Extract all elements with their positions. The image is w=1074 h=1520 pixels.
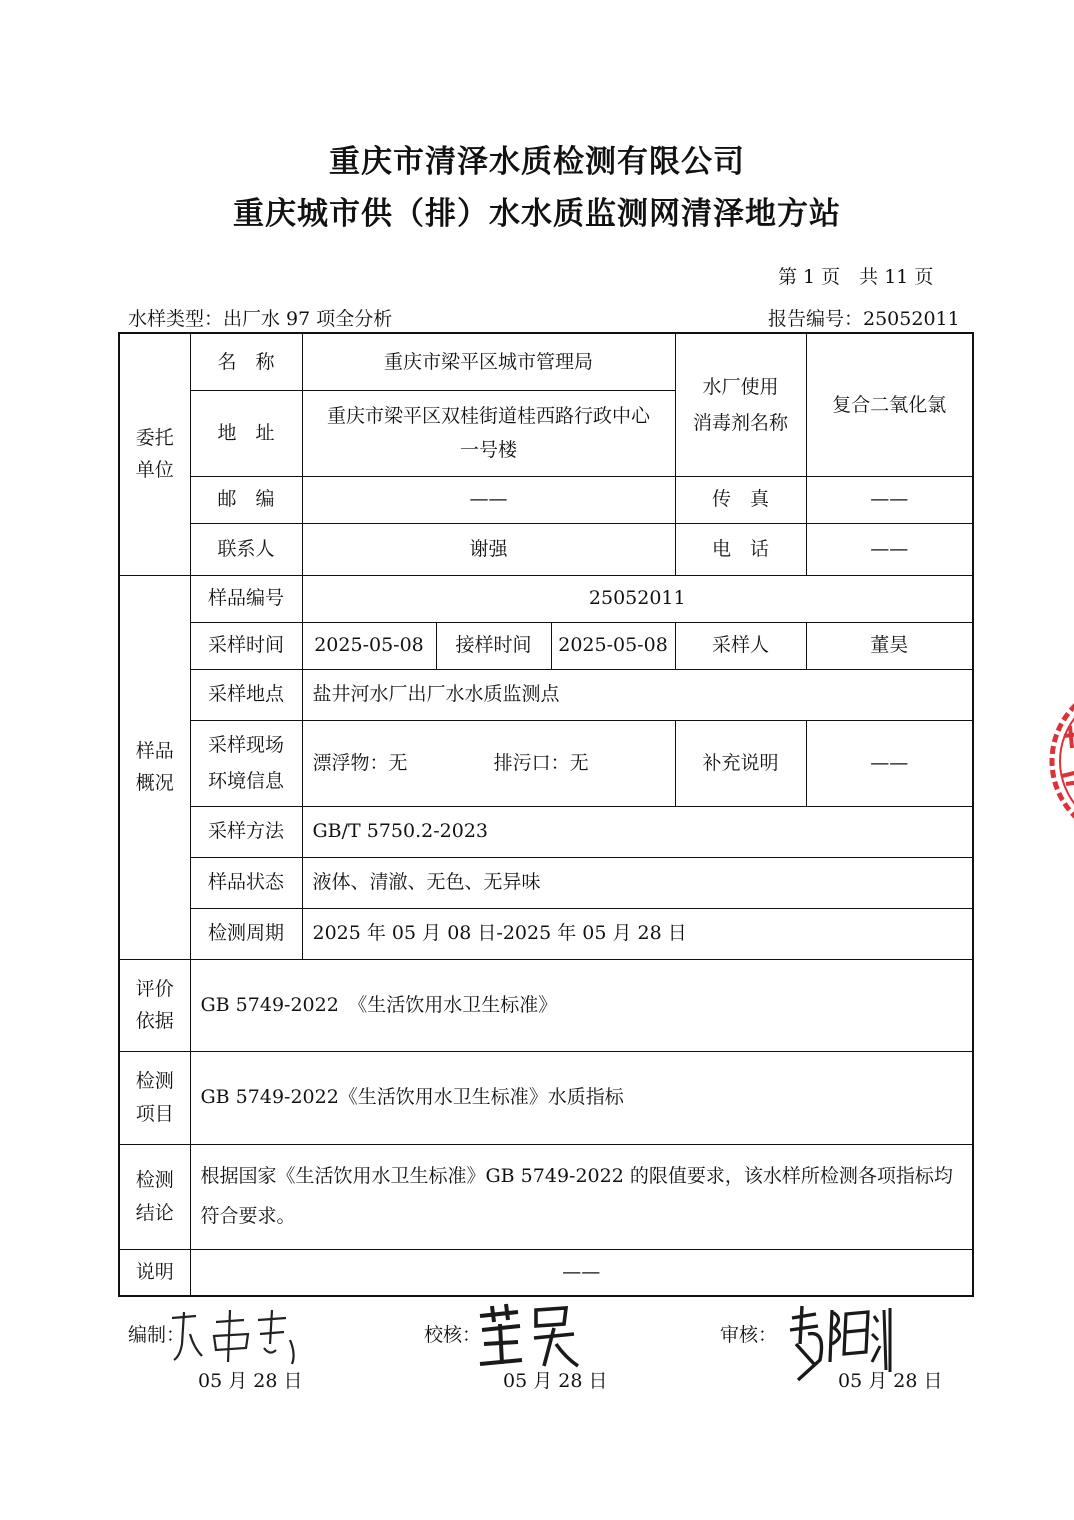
- prepared-label: 编制：: [128, 1324, 186, 1346]
- basis-label: 评价 依据: [119, 959, 190, 1051]
- client-group-label: 委托 单位: [119, 333, 190, 575]
- method-label: 采样方法: [190, 806, 302, 857]
- contact-label: 联系人: [190, 523, 302, 575]
- method-value: GB/T 5750.2-2023: [302, 806, 973, 857]
- conclusion-value: 根据国家《生活饮用水卫生标准》GB 5749-2022 的限值要求，该水样所检测各项指标均符合要求。: [190, 1144, 973, 1249]
- outfall-value: 排污口：无: [493, 751, 589, 774]
- receive-time-label: 接样时间: [436, 622, 551, 669]
- company-title: 重庆市清泽水质检测有限公司: [329, 144, 745, 180]
- checked-signature: [474, 1302, 584, 1372]
- disinfectant-label: 水厂使用 消毒剂名称: [675, 333, 806, 476]
- basis-value: GB 5749-2022 《生活饮用水卫生标准》: [190, 959, 973, 1051]
- approved-label: 审核：: [720, 1324, 778, 1346]
- receive-time: 2025-05-08: [551, 622, 675, 669]
- company-seal-stamp: [1040, 676, 1074, 846]
- sampling-time-label: 采样时间: [190, 622, 302, 669]
- location-label: 采样地点: [190, 669, 302, 720]
- prepared-date: 05 月 28 日: [198, 1370, 303, 1392]
- page-info: 第 1 页 共 11 页: [778, 266, 934, 288]
- phone-value: ——: [806, 523, 973, 575]
- fax-label: 传 真: [675, 476, 806, 523]
- state-value: 液体、清澈、无色、无异味: [302, 857, 973, 908]
- client-address: 重庆市梁平区双桂街道桂西路行政中心 一号楼: [302, 390, 675, 476]
- sample-group-label: 样品 概况: [119, 575, 190, 959]
- env-value: [302, 720, 675, 806]
- floating-value: 漂浮物：无: [312, 751, 408, 774]
- station-title: 重庆城市供（排）水水质监测网清泽地方站: [233, 196, 841, 232]
- postcode-label: 邮 编: [190, 476, 302, 523]
- client-name: 重庆市梁平区城市管理局: [302, 333, 675, 390]
- state-label: 样品状态: [190, 857, 302, 908]
- note-label: 说明: [119, 1249, 190, 1296]
- prepared-signature: [166, 1304, 306, 1366]
- sample-type: 水样类型：出厂水 97 项全分析: [128, 308, 393, 330]
- postcode-value: ——: [302, 476, 675, 523]
- checked-label: 校核：: [424, 1324, 482, 1346]
- name-label: 名 称: [190, 333, 302, 390]
- disinfectant-value: 复合二氧化氯: [806, 333, 973, 476]
- report-table: [118, 332, 974, 1297]
- supplement-value: ——: [806, 720, 973, 806]
- sampler-value: 董昊: [806, 622, 973, 669]
- items-value: GB 5749-2022《生活饮用水卫生标准》水质指标: [190, 1051, 973, 1144]
- sample-id: 25052011: [302, 575, 973, 622]
- items-label: 检测 项目: [119, 1051, 190, 1144]
- sampler-label: 采样人: [675, 622, 806, 669]
- note-value: ——: [190, 1249, 973, 1296]
- sample-id-label: 样品编号: [190, 575, 302, 622]
- report-number: 报告编号：25052011: [768, 308, 960, 330]
- env-label: 采样现场 环境信息: [190, 720, 302, 806]
- phone-label: 电 话: [675, 523, 806, 575]
- supplement-label: 补充说明: [675, 720, 806, 806]
- fax-value: ——: [806, 476, 973, 523]
- conclusion-label: 检测 结论: [119, 1144, 190, 1249]
- sampling-time: 2025-05-08: [302, 622, 436, 669]
- approved-date: 05 月 28 日: [838, 1370, 943, 1392]
- contact-value: 谢强: [302, 523, 675, 575]
- location-value: 盐井河水厂出厂水水质监测点: [302, 669, 973, 720]
- period-label: 检测周期: [190, 908, 302, 959]
- checked-date: 05 月 28 日: [503, 1370, 608, 1392]
- period-value: 2025 年 05 月 08 日-2025 年 05 月 28 日: [302, 908, 973, 959]
- address-label: 地 址: [190, 390, 302, 476]
